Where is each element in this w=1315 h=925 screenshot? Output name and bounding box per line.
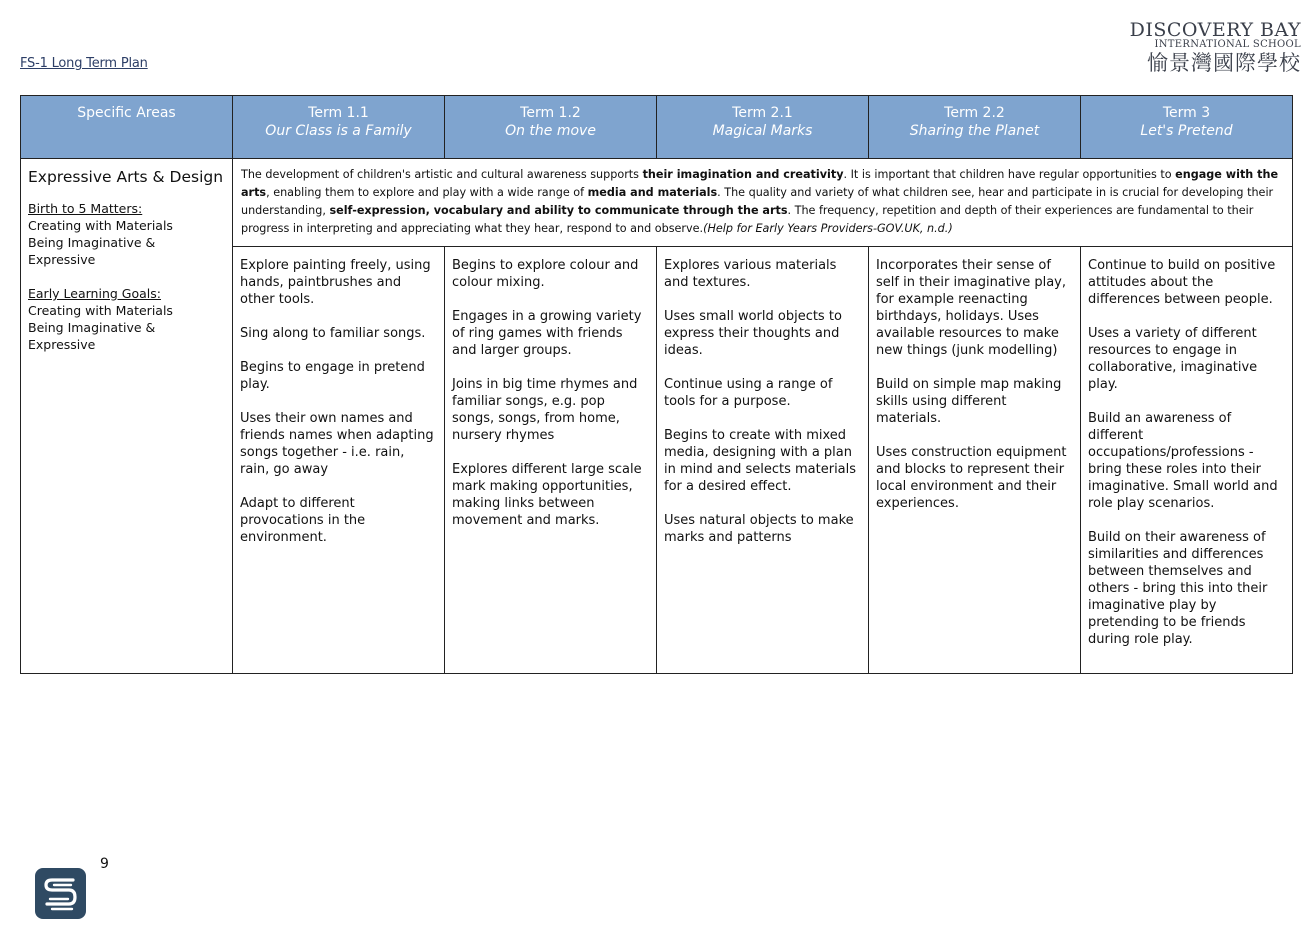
header-term-2-2 <box>869 96 1081 159</box>
list-item: Begins to explore colour and colour mixing. <box>452 258 639 290</box>
table-header-row <box>21 96 1293 159</box>
list-item: Uses their own names and friends names when adapting songs together - i.e. rain, rain, go away <box>240 411 434 477</box>
term-theme: Magical Marks <box>712 123 813 139</box>
table-row-intro <box>21 159 1293 247</box>
school-logo <box>1130 20 1301 76</box>
document-title: FS-1 Long Term Plan <box>20 56 148 71</box>
specific-area-cell <box>21 159 233 674</box>
term-theme: Sharing the Planet <box>909 123 1040 139</box>
list-item: Explores various materials and textures. <box>664 258 837 290</box>
birth-item: Creating with Materials <box>28 218 173 233</box>
list-item: Engages in a growing variety of ring games with friends and larger groups. <box>452 309 642 358</box>
term-1-2-cell <box>445 247 657 674</box>
logo-chinese-name: 愉景灣國際學校 <box>1147 51 1301 75</box>
list-item: Begins to create with mixed media, designing with a plan in mind and selects materials for a desired effect. <box>664 428 857 494</box>
term-theme: Let's Pretend <box>1140 123 1233 139</box>
term-label: Term 2.2 <box>944 105 1005 121</box>
long-term-plan-table <box>20 95 1293 674</box>
term-theme: On the move <box>505 123 596 139</box>
list-item: Joins in big time rhymes and familiar songs, e.g. pop songs, songs, from home, nursery rhymes <box>452 377 638 443</box>
list-item: Adapt to different provocations in the environment. <box>240 496 366 545</box>
term-3-cell <box>1081 247 1293 674</box>
area-intro-text: The development of children's artistic and cultural awareness supports their imagination and creativity. It is important that children have regular opportunities to engage with the arts, enabling them to explore and play with a wide range of media and materials. The quality and variety of what children see, hear and participate in is crucial for developing their understanding, self-expression, vocabulary and ability to communicate through the arts. The frequency, repetition and depth of their experiences are fundamental to their progress in interpreting and appreciating what they hear, respond to and observe.(Help for Early Years Providers-GOV.UK, n.d.) <box>233 159 1293 247</box>
term-theme: Our Class is a Family <box>265 123 412 139</box>
birth-to-5-heading: Birth to 5 Matters: <box>28 201 143 216</box>
term-label: Term 3 <box>1162 105 1211 121</box>
term-1-1-cell <box>233 247 445 674</box>
list-item: Uses construction equipment and blocks to represent their local environment and their experiences. <box>876 445 1067 511</box>
list-item: Sing along to familiar songs. <box>240 326 426 341</box>
header-term-1-2 <box>445 96 657 159</box>
list-item: Build on their awareness of similarities and differences between themselves and others - bring this into their imaginative play by pretending to be friends during role play. <box>1088 530 1268 647</box>
list-item: Uses a variety of different resources to engage in collaborative, imaginative play. <box>1088 326 1258 392</box>
list-item: Explore painting freely, using hands, paintbrushes and other tools. <box>240 258 431 307</box>
list-item: Uses natural objects to make marks and patterns <box>664 513 854 545</box>
birth-item: Being Imaginative & Expressive <box>28 235 156 267</box>
list-item: Build an awareness of different occupations/professions - bring these roles into their imaginative. Small world and role play scenarios. <box>1088 411 1278 511</box>
term-label: Term 2.1 <box>732 105 793 121</box>
header-term-3 <box>1081 96 1293 159</box>
list-item: Begins to engage in pretend play. <box>240 360 425 392</box>
elg-item: Creating with Materials <box>28 303 173 318</box>
page-number: 9 <box>100 856 109 872</box>
list-item: Build on simple map making skills using different materials. <box>876 377 1062 426</box>
list-item: Continue to build on positive attitudes about the differences between people. <box>1088 258 1276 307</box>
list-item: Continue using a range of tools for a purpose. <box>664 377 833 409</box>
term-2-1-cell <box>657 247 869 674</box>
header-term-1-1 <box>233 96 445 159</box>
term-label: Term 1.2 <box>520 105 581 121</box>
elg-heading: Early Learning Goals: <box>28 286 161 301</box>
list-item: Incorporates their sense of self in their imaginative play, for example reenacting birthdays, holidays. Uses available resources to make new things (junk modelling) <box>876 258 1066 358</box>
term-label: Term 1.1 <box>308 105 369 121</box>
list-item: Uses small world objects to express their thoughts and ideas. <box>664 309 842 358</box>
brand-s-logo-icon <box>35 868 86 919</box>
list-item: Explores different large scale mark making opportunities, making links between movement and marks. <box>452 462 642 528</box>
area-title: Expressive Arts & Design <box>28 168 224 186</box>
column-label: Specific Areas <box>77 105 176 121</box>
header-term-2-1 <box>657 96 869 159</box>
elg-item: Being Imaginative & Expressive <box>28 320 156 352</box>
logo-school-name: DISCOVERY BAY <box>1129 19 1301 41</box>
logo-school-subtitle: INTERNATIONAL SCHOOL <box>1154 39 1301 50</box>
header-specific-areas <box>21 96 233 159</box>
term-2-2-cell <box>869 247 1081 674</box>
